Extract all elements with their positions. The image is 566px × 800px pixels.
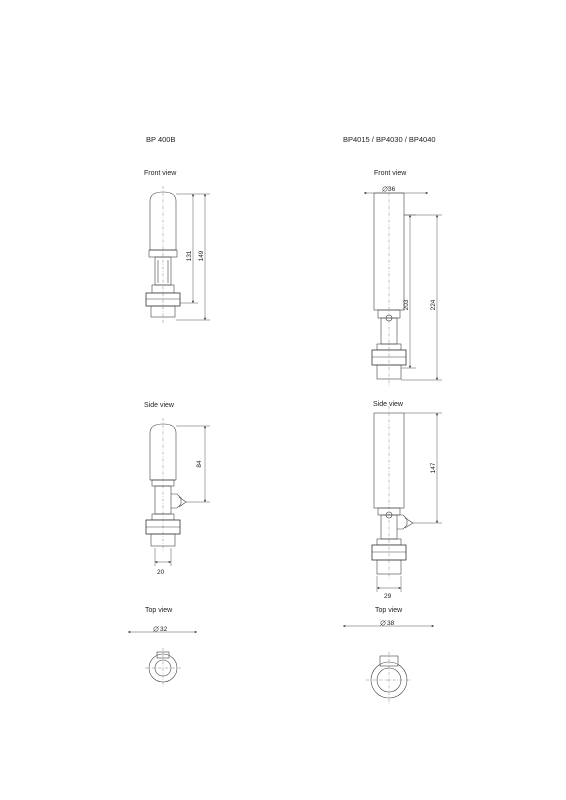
left-top-dim-32: 32 — [160, 626, 168, 633]
right-top-dim-38: 38 — [387, 620, 395, 627]
right-front-dim-224: 224 — [430, 299, 437, 311]
left-side-dim-20: 20 — [157, 569, 165, 576]
right-front-view-label: Front view — [374, 170, 407, 177]
left-front-dim-149: 149 — [198, 250, 205, 262]
right-side-view-label: Side view — [373, 401, 403, 408]
right-side-view — [372, 406, 442, 592]
right-top-view — [343, 620, 434, 704]
left-model-title: BP 400B — [146, 135, 176, 144]
left-top-view — [128, 626, 197, 688]
right-model-title: BP4015 / BP4030 / BP4040 — [343, 135, 436, 144]
left-side-dim-84: 84 — [196, 460, 203, 468]
right-front-dim-203: 203 — [403, 299, 410, 311]
left-top-view-label: Top view — [145, 607, 173, 614]
left-side-view-label: Side view — [144, 402, 174, 409]
left-side-view — [146, 418, 210, 566]
right-front-view — [364, 186, 442, 386]
right-top-view-label: Top view — [375, 607, 403, 614]
right-side-dim-29: 29 — [384, 593, 392, 600]
right-front-dim-36: 36 — [388, 186, 396, 193]
right-side-dim-147: 147 — [430, 462, 437, 474]
left-front-dim-131: 131 — [186, 250, 193, 262]
left-front-view-label: Front view — [144, 170, 177, 177]
